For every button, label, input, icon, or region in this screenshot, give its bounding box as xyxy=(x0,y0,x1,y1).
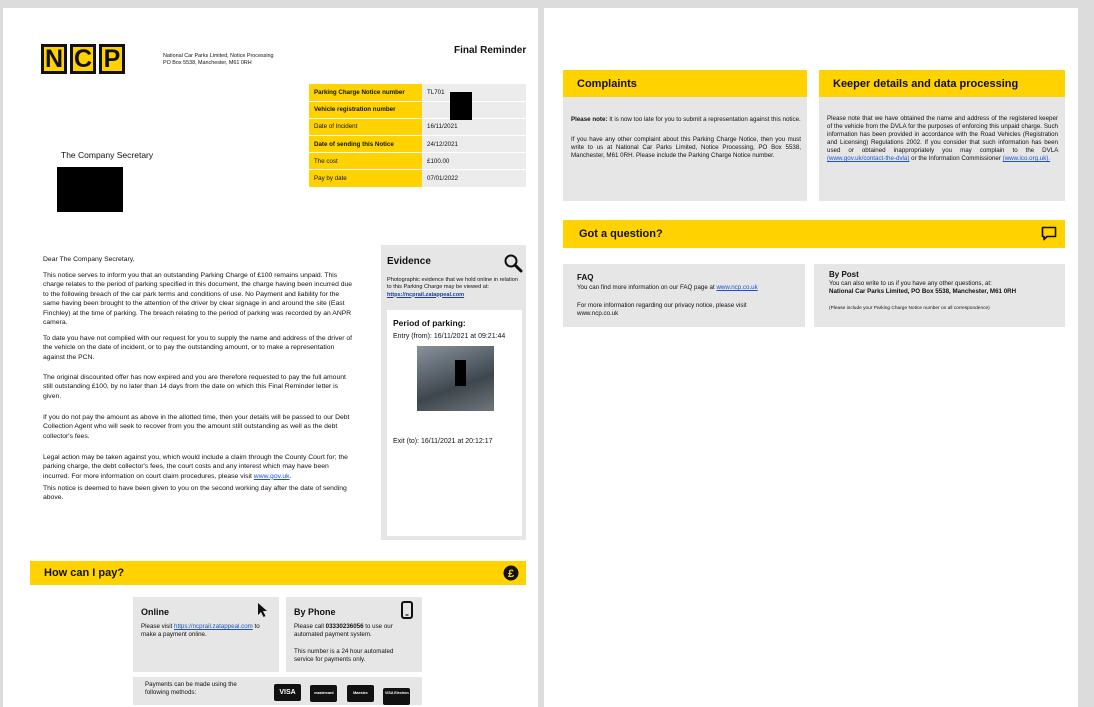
speech-bubble-icon xyxy=(1041,226,1057,246)
question-title: Got a question? xyxy=(579,228,663,240)
ncp-logo: N C P xyxy=(41,44,128,74)
details-value xyxy=(422,101,526,118)
svg-text:£: £ xyxy=(507,568,515,580)
details-row xyxy=(309,170,526,187)
evidence-desc: Photographic evidence that we hold online in relation to this Parking Charge may be viewed at: xyxy=(387,277,518,291)
faq-title: FAQ xyxy=(577,273,594,282)
letter-paragraph-4: If you do not pay the amount as above in the allotted time, then your details will be passed to our Debt Collection Agent who will seek to recover from you the amount still outstanding as well as the debt collector's fees. xyxy=(43,414,350,440)
period-title: Period of parking: xyxy=(393,318,466,328)
phone-title: By Phone xyxy=(294,607,336,617)
maestro-card-icon: Maestro xyxy=(347,685,374,702)
details-label: Pay by date xyxy=(309,170,422,187)
phone-pre: Please call xyxy=(294,623,324,630)
keeper-mid: or the Information Commissioner xyxy=(911,155,1001,163)
letter-page-1 xyxy=(3,8,538,707)
notice-details-table xyxy=(309,84,526,188)
card-logos xyxy=(269,681,410,705)
period-of-parking-box xyxy=(387,310,522,536)
complaints-note xyxy=(571,116,801,124)
how-can-i-pay-header xyxy=(30,561,526,585)
cursor-icon xyxy=(257,602,269,623)
gov-uk-link[interactable]: www.gov.uk xyxy=(253,472,290,480)
exit-time: Exit (to): 16/11/2021 at 20:12:17 xyxy=(393,438,493,445)
visa-card-icon: VISA xyxy=(274,684,301,701)
magnifier-icon xyxy=(503,253,523,278)
mobile-phone-icon xyxy=(401,601,413,624)
details-value: £100.00 xyxy=(422,153,526,170)
online-pre: Please visit xyxy=(141,623,173,630)
recipient-name: The Company Secretary xyxy=(61,150,154,160)
online-text xyxy=(141,623,273,639)
evidence-title: Evidence xyxy=(387,256,431,267)
evidence-text xyxy=(387,277,522,299)
complaints-note-label: Please note: xyxy=(571,116,608,123)
entry-photo[interactable] xyxy=(417,346,494,411)
privacy-text: For more information regarding our privacy notice, please visit www.ncp.co.uk xyxy=(577,302,747,318)
letter-paragraph-3: The original discounted offer has now expired and you are therefore requested to pay the full amount still outstanding £100, by no later than 14 days from the date on which this Final Reminder letter is given. xyxy=(43,374,346,400)
details-value: TL701 xyxy=(422,84,526,101)
details-value: 07/01/2022 xyxy=(422,170,526,187)
letter-paragraph-1: This notice serves to inform you that an outstanding Parking Charge of £100 remains unpaid. This charge relates to the period of parking specified in this document, the charge having been incurred due to the following breach of the car park terms and conditions of use. No Payment and liability for the same having been brought to the attention of the driver by clear signage in and around the site (East Finchley) at the time of parking. The breach relating to the period of parking was recorded by an ANPR camera. xyxy=(43,272,353,326)
evidence-link[interactable]: https://ncprail.zatappeal.com xyxy=(387,291,465,298)
keeper-paragraph xyxy=(827,115,1058,163)
phone-note: This number is a 24 hour automated service for payments only. xyxy=(294,648,394,664)
post-address: National Car Parks Limited, PO Box 5538, Manchester, M61 0RH xyxy=(829,288,1017,295)
mastercard-icon: mastercard xyxy=(310,685,337,702)
company-address: National Car Parks Limited, Notice Processing PO Box 5538, Manchester, M61 0RH xyxy=(163,53,274,67)
details-label: Date of sending this Notice xyxy=(309,136,422,153)
ico-link[interactable]: (www.ico.org.uk). xyxy=(1002,155,1051,163)
details-label: Vehicle registration number xyxy=(309,101,422,118)
letter-paragraph-6: This notice is deemed to have been given to you on the second working day after the date of sending above. xyxy=(43,485,347,502)
complaints-header xyxy=(563,70,807,97)
phone-post: to use our automated payment system. xyxy=(294,623,393,639)
faq-desc: You can find more information on our FAQ page at xyxy=(577,284,715,291)
faq-link[interactable]: www.ncp.co.uk xyxy=(716,284,758,291)
document-title: Final Reminder xyxy=(454,45,527,56)
complaints-note-text: It is now too late for you to submit a representation against this notice. xyxy=(609,116,801,123)
phone-text xyxy=(294,623,418,639)
salutation: Dear The Company Secretary, xyxy=(43,256,135,263)
complaints-paragraph: If you have any other complaint about this Parking Charge Notice, then you must write to us at National Car Parks Limited, Notice Processing, PO Box 5538, Manchester, M61 0RH. Please include the Parking Charge Notice number. xyxy=(571,136,801,160)
online-title: Online xyxy=(141,607,170,617)
complaints-title: Complaints xyxy=(577,77,637,90)
visa-electron-card-icon: VISA Electron xyxy=(383,688,410,705)
details-value: 24/12/2021 xyxy=(422,136,526,153)
keeper-title: Keeper details and data processing xyxy=(833,77,1019,90)
letter-paragraph-5: Legal action may be taken against you, which would include a claim through the County Court for; the parking charge, the debt collector's fees, the court costs and any interest which may have been incurred. For more information on court claim procedures, please visit www.gov.uk. xyxy=(43,454,348,480)
letter-paragraph-5-text: Legal action may be taken against you, which would include a claim through the County Court for; the parking charge, the debt collector's fees, the court costs and any interest which may have been incurred. For more information on court claim procedures, please visit xyxy=(43,454,348,480)
details-label: The cost xyxy=(309,153,422,170)
details-label: Parking Charge Notice number xyxy=(309,84,422,101)
redaction-block xyxy=(450,92,472,120)
keeper-text: Please note that we have obtained the name and address of the registered keeper of the vehicle from the DVLA for the purposes of enforcing this unpaid charge. Such information has been provided in accordance with the Road Vehicles (Registration and Licensing) Regulations 2002. If you consider that such information has been used or obtained inappropriately you may complain to the DVLA xyxy=(827,115,1058,155)
details-row xyxy=(309,118,526,135)
redacted-address xyxy=(57,167,123,212)
entry-time: Entry (from): 16/11/2021 at 09:21:44 xyxy=(393,333,506,340)
pound-coin-icon xyxy=(503,565,519,586)
post-note: (Please include your Parking Charge Notice number on all correspondence) xyxy=(829,306,990,311)
details-row xyxy=(309,153,526,170)
details-row xyxy=(309,136,526,153)
online-pay-link[interactable]: https://ncprail.zatappeal.com xyxy=(174,623,253,630)
payment-methods-text: Payments can be made using the following methods: xyxy=(145,681,237,697)
post-title: By Post xyxy=(829,270,859,279)
online-post: to make a payment online. xyxy=(141,623,260,639)
phone-number[interactable]: 03330236056 xyxy=(325,623,364,630)
letter-paragraph-2: To date you have not complied with our request for you to supply the name and address of the driver of the vehicle on the date of incident, or to pay the outstanding amount, or to make a representation against the PCN. xyxy=(43,335,353,361)
keeper-header xyxy=(819,70,1065,97)
details-row xyxy=(309,101,526,118)
details-value: 16/11/2021 xyxy=(422,118,526,135)
question-header xyxy=(563,220,1065,248)
details-label: Date of Incident xyxy=(309,118,422,135)
details-row xyxy=(309,84,526,101)
how-can-i-pay-title: How can I pay? xyxy=(44,567,125,579)
post-text: You can also write to us if you have any other questions, at: xyxy=(829,280,992,287)
letter-page-2 xyxy=(544,8,1078,707)
faq-text xyxy=(577,284,799,292)
dvla-link[interactable]: (www.gov.uk/contact-the-dvla) xyxy=(827,155,910,163)
redaction-block xyxy=(455,360,466,386)
